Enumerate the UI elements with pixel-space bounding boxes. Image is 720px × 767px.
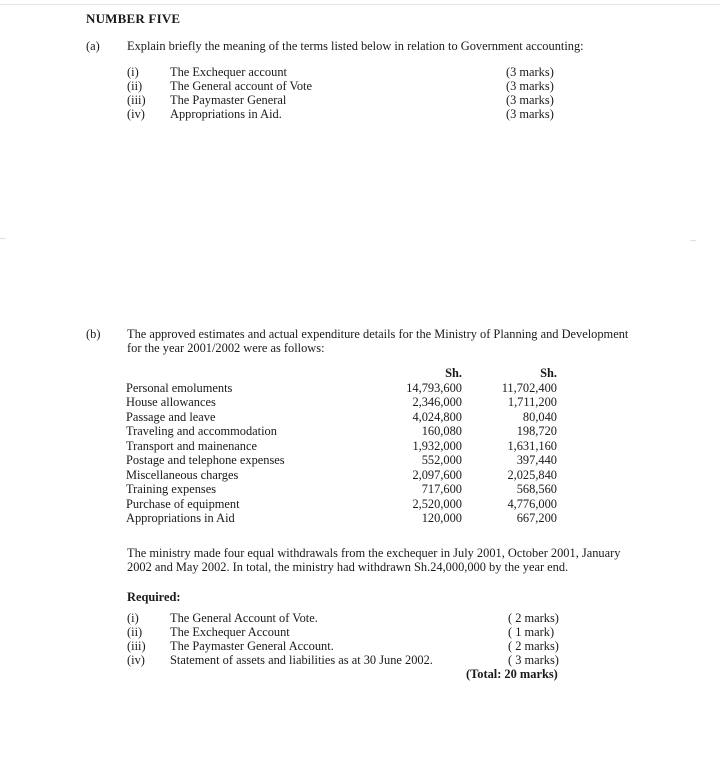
actual-value: 2,025,840 [507,467,557,482]
expense-item: Appropriations in Aid [126,511,235,525]
part-a-item-marks: (3 marks) [506,107,554,121]
scan-speck [0,238,6,239]
expense-item: Purchase of equipment [126,496,240,511]
part-a-item-text: The Paymaster General [170,93,287,107]
part-a-item-numeral: (i) [127,65,139,79]
required-item-numeral: (ii) [127,625,143,639]
expense-item: Personal emoluments [126,380,233,395]
actual-value: 397,440 [516,453,557,467]
table-row [126,381,557,396]
expense-item: Miscellaneous charges [126,467,239,482]
part-a-item-numeral: (iii) [127,93,146,107]
table-header-blank [126,366,376,381]
table-row [126,410,557,425]
top-border-line [0,4,720,5]
actual-value: 4,776,000 [507,496,557,511]
required-item-marks: ( 2 marks) [508,611,559,625]
withdrawal-note-line-2: 2002 and May 2002. In total, the ministry had withdrawn Sh.24,000,000 by the year end. [127,560,569,574]
expense-item: Training expenses [126,482,217,496]
part-a-intro: Explain briefly the meaning of the terms listed below in relation to Government accounting: [127,39,584,53]
table-row [126,439,557,454]
part-a-item-marks: (3 marks) [506,93,554,107]
expenditure-table [126,366,557,526]
estimate-value: 2,520,000 [412,496,462,511]
required-item-marks: ( 2 marks) [508,639,559,653]
required-label: Required: [127,590,181,604]
actual-value: 198,720 [516,424,557,438]
actual-value: 568,560 [516,482,557,496]
table-header-row [126,366,557,381]
table-row [126,468,557,483]
actual-value: 11,702,400 [501,380,557,395]
estimate-value: 2,346,000 [412,395,462,409]
scan-speck [690,240,696,241]
actual-value: 1,711,200 [507,395,557,409]
actual-value: 80,040 [522,409,557,424]
table-row [126,511,557,526]
estimate-value: 4,024,800 [412,409,462,424]
estimate-value: 1,932,000 [412,438,462,453]
part-b-intro-line-1: The approved estimates and actual expenditure details for the Ministry of Planning and Development [127,327,629,341]
required-item-text: The General Account of Vote. [170,611,318,625]
required-item-text: Statement of assets and liabilities as at 30 June 2002. [170,653,433,667]
part-a-label: (a) [86,39,100,53]
estimate-column-header: Sh. [445,366,462,380]
actual-value: 667,200 [516,511,557,525]
actual-value: 1,631,160 [507,438,557,453]
estimate-value: 552,000 [421,453,462,467]
required-item-marks: ( 3 marks) [508,653,559,667]
table-row [126,395,557,410]
estimate-value: 160,080 [421,424,462,438]
required-item-text: The Paymaster General Account. [170,639,334,653]
part-a-item-text: The General account of Vote [170,79,312,93]
total-marks: (Total: 20 marks) [466,667,558,681]
expense-item: House allowances [126,395,216,409]
estimate-value: 2,097,600 [412,467,462,482]
required-item-numeral: (i) [127,611,139,625]
part-b-intro-line-2: for the year 2001/2002 were as follows: [127,341,325,355]
part-a-item-marks: (3 marks) [506,79,554,93]
estimate-value: 14,793,600 [406,380,462,395]
table-row [126,424,557,439]
estimate-value: 717,600 [421,482,462,496]
expense-item: Transport and mainenance [126,438,257,453]
required-item-text: The Exchequer Account [170,625,290,639]
actual-column-header: Sh. [540,366,557,380]
part-a-item-numeral: (ii) [127,79,143,93]
expense-item: Passage and leave [126,409,216,424]
expense-item: Traveling and accommodation [126,424,277,438]
part-a-item-text: The Exchequer account [170,65,287,79]
part-b-label: (b) [86,327,101,341]
table-row [126,497,557,512]
table-row [126,453,557,468]
question-heading: NUMBER FIVE [86,11,181,26]
required-item-marks: ( 1 mark) [508,625,555,639]
required-item-numeral: (iv) [127,653,145,667]
part-a-item-text: Appropriations in Aid. [170,107,282,121]
part-a-item-numeral: (iv) [127,107,145,121]
table-row [126,482,557,497]
expense-item: Postage and telephone expenses [126,453,285,467]
withdrawal-note-line-1: The ministry made four equal withdrawals from the exchequer in July 2001, October 2001, January [127,546,621,560]
part-a-item-marks: (3 marks) [506,65,554,79]
estimate-value: 120,000 [421,511,462,525]
required-item-numeral: (iii) [127,639,146,653]
